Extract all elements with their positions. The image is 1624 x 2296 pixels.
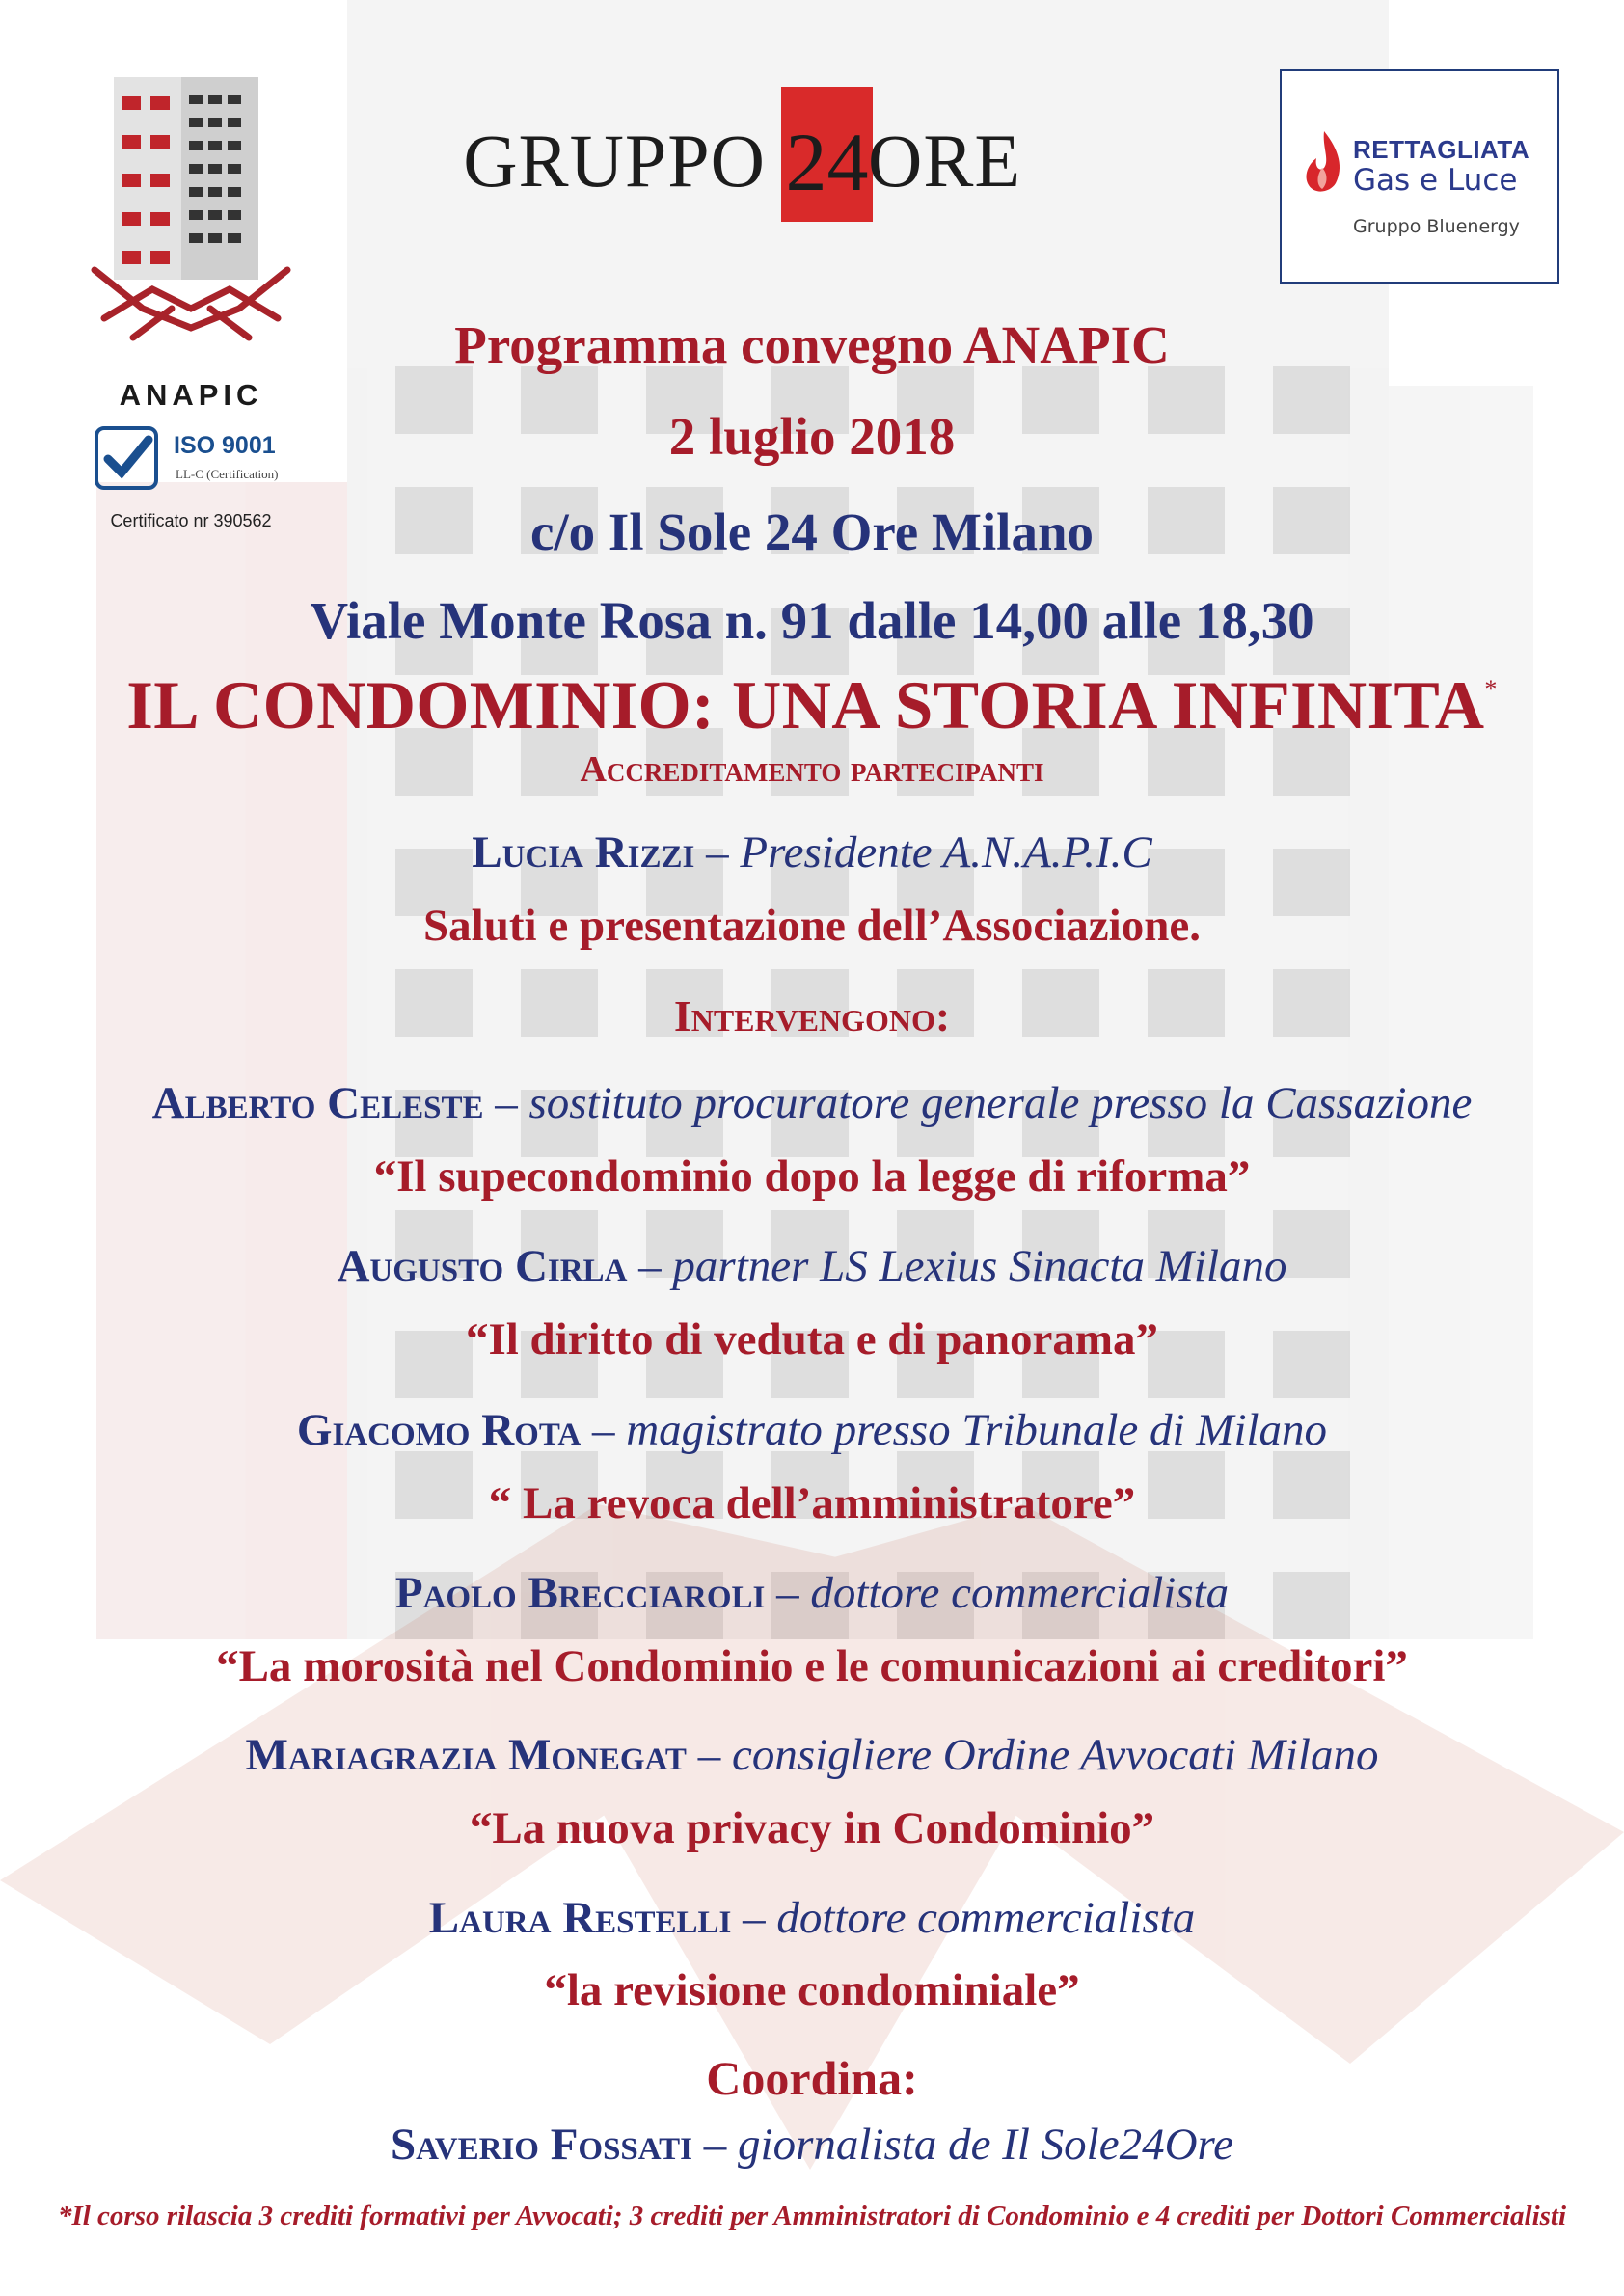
speaker-role: dottore commercialista bbox=[776, 1893, 1196, 1943]
speaker-name: Alberto Celeste bbox=[151, 1078, 484, 1128]
speaker-line bbox=[0, 1729, 1624, 1781]
speaker-role: partner LS Lexius Sinacta Milano bbox=[672, 1241, 1287, 1291]
talk-title: “la revisione condominiale” bbox=[544, 1965, 1080, 2015]
certificate-number: Certificato nr 390562 bbox=[110, 511, 272, 530]
credits-footnote: *Il corso rilascia 3 crediti formativi per Avvocati; 3 crediti per Amministratori di Condominio e 4 crediti per Dottori Commercialisti bbox=[57, 2201, 1567, 2231]
speaker-line bbox=[0, 1077, 1624, 1129]
separator: – bbox=[703, 2120, 727, 2170]
separator: – bbox=[638, 1241, 662, 1291]
speaker-name: Giacomo Rota bbox=[296, 1405, 582, 1455]
opening-speaker bbox=[0, 826, 1624, 878]
rettagliata-group: Gruppo Bluenergy bbox=[1353, 216, 1520, 237]
separator: – bbox=[743, 1893, 766, 1943]
separator: – bbox=[495, 1078, 518, 1128]
speaker-line bbox=[0, 1892, 1624, 1944]
interventions-heading: Intervengono: bbox=[673, 991, 951, 1040]
flame-icon bbox=[1301, 129, 1345, 197]
rettagliata-name: RETTAGLIATA bbox=[1353, 135, 1530, 164]
gruppo-24-ore-logo bbox=[453, 87, 1128, 222]
program-title: Programma convegno ANAPIC bbox=[454, 315, 1170, 374]
coordinator-line bbox=[0, 2119, 1624, 2171]
speaker-name: Laura Restelli bbox=[428, 1893, 732, 1943]
speaker-line bbox=[0, 1404, 1624, 1456]
anapic-name: ANAPIC bbox=[119, 378, 263, 412]
speaker-role: magistrato presso Tribunale di Milano bbox=[626, 1405, 1328, 1455]
logo-gruppo-text: GRUPPO bbox=[463, 119, 766, 203]
main-title-text: IL CONDOMINIO: UNA STORIA INFINITA bbox=[126, 668, 1485, 743]
speaker-name: Mariagrazia Monegat bbox=[245, 1730, 687, 1780]
speaker-line bbox=[0, 1567, 1624, 1619]
main-title bbox=[0, 667, 1624, 745]
event-date: 2 luglio 2018 bbox=[668, 407, 956, 466]
opening-talk: Saluti e presentazione dell’Associazione. bbox=[423, 901, 1201, 951]
iso-label: ISO 9001 bbox=[174, 432, 276, 459]
logo-24-text: 24 bbox=[785, 116, 869, 208]
talk-title: “Il diritto di veduta e di panorama” bbox=[465, 1314, 1159, 1364]
coordinator-heading: Coordina: bbox=[706, 2051, 918, 2105]
speaker-role: giornalista de Il Sole24Ore bbox=[738, 2120, 1233, 2170]
speaker-role: sostituto procuratore generale presso la Cassazione bbox=[528, 1078, 1473, 1128]
speaker-role: dottore commercialista bbox=[810, 1568, 1230, 1618]
speaker-name: Augusto Cirla bbox=[337, 1241, 628, 1291]
speaker-role: Presidente A.N.A.P.I.C bbox=[740, 827, 1152, 878]
main-title-footnote-mark: * bbox=[1484, 675, 1498, 703]
speaker-line bbox=[0, 1240, 1624, 1292]
accreditation-heading: Accreditamento partecipanti bbox=[580, 749, 1044, 790]
anapic-logo bbox=[75, 68, 307, 550]
talk-title: “ La revoca dell’amministratore” bbox=[488, 1478, 1136, 1528]
event-venue: c/o Il Sole 24 Ore Milano bbox=[529, 502, 1095, 561]
separator: – bbox=[591, 1405, 615, 1455]
separator: – bbox=[697, 1730, 721, 1780]
speaker-name: Paolo Brecciaroli bbox=[394, 1568, 766, 1618]
talk-title: “Il supecondominio dopo la legge di riforma” bbox=[373, 1151, 1251, 1202]
rettagliata-logo bbox=[1280, 69, 1559, 284]
speaker-role: consigliere Ordine Avvocati Milano bbox=[731, 1730, 1379, 1780]
logo-ore-text: ORE bbox=[868, 119, 1021, 203]
rettagliata-sub: Gas e Luce bbox=[1353, 163, 1518, 198]
speaker-name: Saverio Fossati bbox=[391, 2120, 693, 2170]
separator: – bbox=[776, 1568, 799, 1618]
talk-title: “La nuova privacy in Condominio” bbox=[469, 1803, 1155, 1853]
speaker-name: Lucia Rizzi bbox=[472, 827, 695, 878]
iso-sublabel: LL-C (Certification) bbox=[176, 467, 279, 481]
event-address-time: Viale Monte Rosa n. 91 dalle 14,00 alle 18,30 bbox=[310, 591, 1314, 650]
talk-title: “La morosità nel Condominio e le comunicazioni ai creditori” bbox=[216, 1641, 1408, 1691]
separator: – bbox=[706, 827, 729, 878]
